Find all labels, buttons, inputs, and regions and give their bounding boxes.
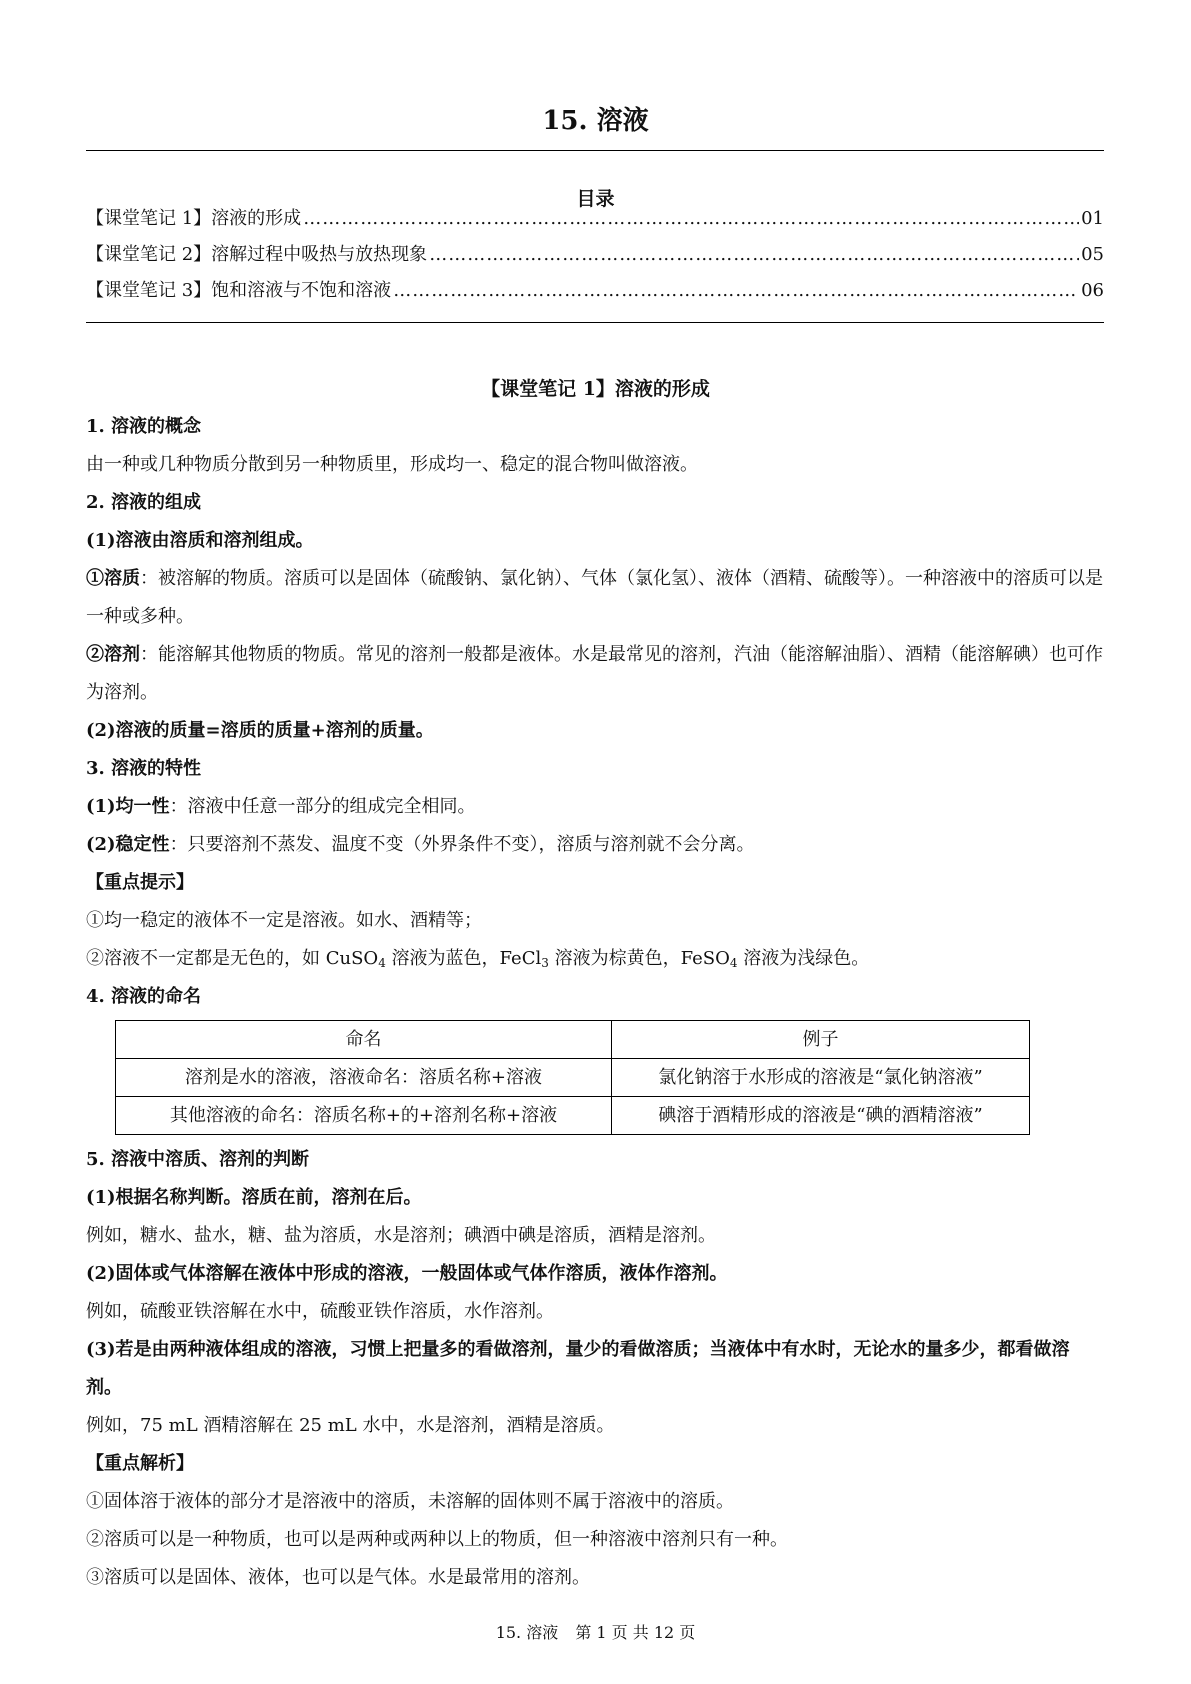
toc-item-3[interactable] xyxy=(86,276,1104,302)
analysis-item: ②溶质可以是一种物质，也可以是两种或两种以上的物质，但一种溶液中溶剂只有一种。 xyxy=(86,1529,788,1550)
toc-item-label: 【课堂笔记 3】饱和溶液与不饱和溶液 xyxy=(86,280,392,301)
section-content xyxy=(86,408,1104,1597)
naming-table xyxy=(115,1020,1030,1135)
subsection-heading: 2. 溶液的组成 xyxy=(86,492,202,513)
subscript: 3 xyxy=(541,956,549,970)
analysis-item: ①固体溶于液体的部分才是溶液中的溶质，未溶解的固体则不属于溶液中的溶质。 xyxy=(86,1491,734,1512)
toc-item-page: 06 xyxy=(1081,280,1104,301)
term-label: ①溶质 xyxy=(86,568,140,589)
table-row xyxy=(116,1097,1030,1135)
subscript: 4 xyxy=(378,956,386,970)
toc-bottom-divider xyxy=(86,322,1104,323)
term-text: ：溶液中任意一部分的组成完全相同。 xyxy=(169,796,476,817)
paragraph xyxy=(86,560,1104,636)
toc-heading: 目录 xyxy=(576,188,615,210)
tip-text: 溶液为蓝色，FeCl xyxy=(385,948,542,969)
example-text: 例如，75 mL 酒精溶解在 25 mL 水中，水是溶剂，酒精是溶质。 xyxy=(86,1415,615,1436)
tip-item xyxy=(86,940,1104,978)
page-title: 15. 溶液 xyxy=(542,106,649,136)
footer-doc-title: 15. 溶液 xyxy=(495,1623,559,1642)
table-header-cell: 命名 xyxy=(116,1021,612,1059)
page-footer xyxy=(0,1620,1191,1643)
table-cell: 其他溶液的命名：溶质名称+的+溶剂名称+溶液 xyxy=(116,1097,612,1135)
tip-text: 溶液为棕黄色，FeSO xyxy=(548,948,730,969)
subsection-heading: 1. 溶液的概念 xyxy=(86,416,202,437)
term-label: (2)稳定性 xyxy=(86,834,170,855)
table-row xyxy=(116,1059,1030,1097)
paragraph xyxy=(86,636,1104,712)
footer-page-info: 第 1 页 共 12 页 xyxy=(575,1623,696,1642)
subscript: 4 xyxy=(729,956,738,970)
paragraph: 由一种或几种物质分散到另一种物质里，形成均一、稳定的混合物叫做溶液。 xyxy=(86,454,698,475)
term-label: ②溶剂 xyxy=(86,644,140,665)
toc-item-2[interactable] xyxy=(86,240,1104,266)
paragraph: (1)溶液由溶质和溶剂组成。 xyxy=(86,530,314,551)
table-cell: 溶剂是水的溶液，溶液命名：溶质名称+溶液 xyxy=(116,1059,612,1097)
tip-text: ②溶液不一定都是无色的，如 CuSO xyxy=(86,948,379,969)
toc-item-label: 【课堂笔记 2】溶解过程中吸热与放热现象 xyxy=(86,244,428,265)
paragraph xyxy=(86,788,1104,826)
term-text: ：被溶解的物质。溶质可以是固体（硫酸钠、氯化钠）、气体（氯化氢）、液体（酒精、硫酸等）。一种溶液中的溶质可以是一种或多种。 xyxy=(86,568,1103,627)
toc-leader-dots xyxy=(303,208,1079,229)
table-header-row xyxy=(116,1021,1030,1059)
term-text: ：能溶解其他物质的物质。常见的溶剂一般都是液体。水是最常见的溶剂，汽油（能溶解油脂）、酒精（能溶解碘）也可作为溶剂。 xyxy=(86,644,1103,703)
toc-item-label: 【课堂笔记 1】溶液的形成 xyxy=(86,208,302,229)
rule-text: (3)若是由两种液体组成的溶液，习惯上把量多的看做溶剂，量少的看做溶质；当液体中有水时，无论水的量多少，都看做溶剂。 xyxy=(86,1339,1070,1398)
toc-item-page: 05 xyxy=(1081,244,1104,265)
rule-text: (2)固体或气体溶解在液体中形成的溶液，一般固体或气体作溶质，液体作溶剂。 xyxy=(86,1263,728,1284)
top-divider xyxy=(86,150,1104,151)
term-label: (1)均一性 xyxy=(86,796,170,817)
tip-heading: 【重点提示】 xyxy=(86,872,194,893)
table-header-cell: 例子 xyxy=(611,1021,1029,1059)
analysis-heading: 【重点解析】 xyxy=(86,1453,194,1474)
toc-leader-dots xyxy=(393,280,1079,301)
table-cell: 氯化钠溶于水形成的溶液是“氯化钠溶液” xyxy=(611,1059,1029,1097)
analysis-item: ③溶质可以是固体、液体，也可以是气体。水是最常用的溶剂。 xyxy=(86,1567,590,1588)
subsection-heading: 3. 溶液的特性 xyxy=(86,758,202,779)
term-text: ：只要溶剂不蒸发、温度不变（外界条件不变），溶质与溶剂就不会分离。 xyxy=(169,834,755,855)
toc-item-page: 01 xyxy=(1081,208,1104,229)
toc-leader-dots xyxy=(429,244,1079,265)
subsection-heading: 4. 溶液的命名 xyxy=(86,986,202,1007)
paragraph xyxy=(86,826,1104,864)
tip-item: ①均一稳定的液体不一定是溶液。如水、酒精等； xyxy=(86,910,482,931)
paragraph: (2)溶液的质量=溶质的质量+溶剂的质量。 xyxy=(86,720,434,741)
tip-text: 溶液为浅绿色。 xyxy=(737,948,870,969)
subsection-heading: 5. 溶液中溶质、溶剂的判断 xyxy=(86,1149,310,1170)
toc-item-1[interactable] xyxy=(86,204,1104,230)
section-heading: 【课堂笔记 1】溶液的形成 xyxy=(481,378,710,400)
table-cell: 碘溶于酒精形成的溶液是“碘的酒精溶液” xyxy=(611,1097,1029,1135)
example-text: 例如，硫酸亚铁溶解在水中，硫酸亚铁作溶质，水作溶剂。 xyxy=(86,1301,554,1322)
rule-text: (1)根据名称判断。溶质在前，溶剂在后。 xyxy=(86,1187,422,1208)
example-text: 例如，糖水、盐水，糖、盐为溶质，水是溶剂；碘酒中碘是溶质，酒精是溶剂。 xyxy=(86,1225,716,1246)
